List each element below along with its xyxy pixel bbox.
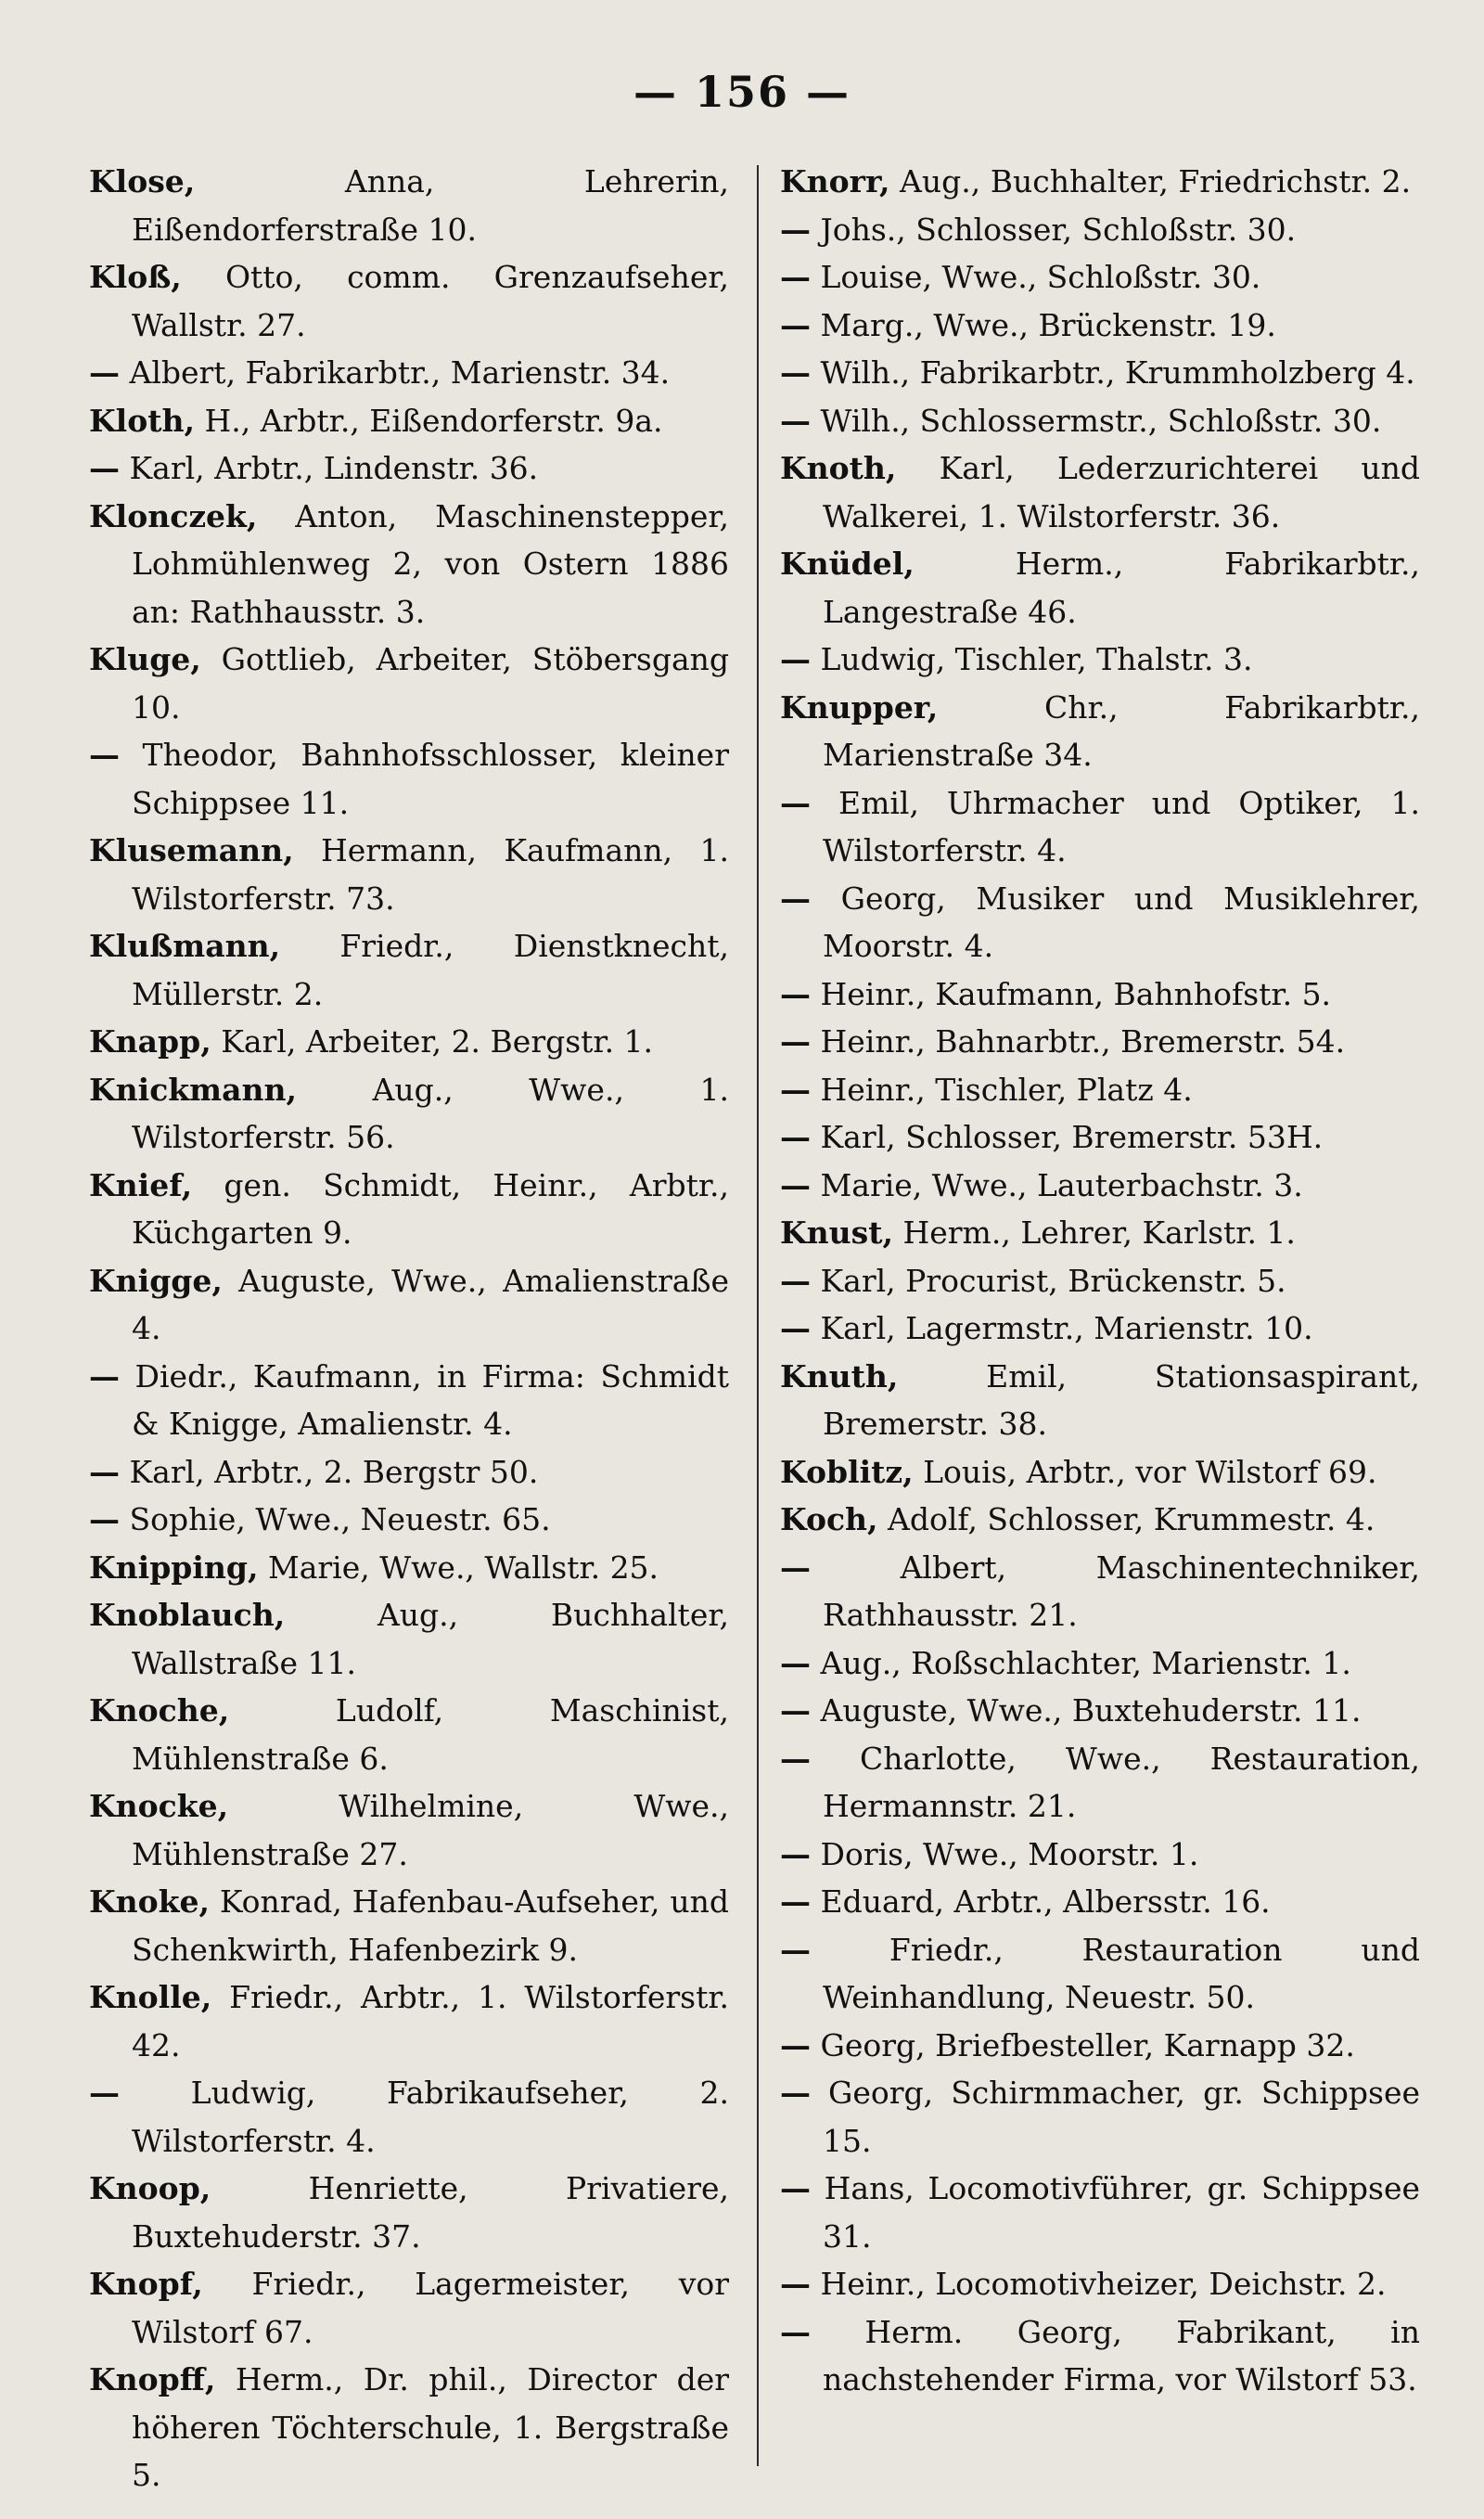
entry-details: Herm., Fabrikarbtr., Langestraße 46. [823,546,1420,630]
directory-entry [780,540,1420,636]
entry-name: — [780,2026,811,2063]
entry-details: Charlotte, Wwe., Restauration, Hermannstr. 21. [811,1740,1420,1824]
directory-entry [89,2260,729,2356]
right-column [780,158,1420,2404]
directory-entry [780,1735,1420,1831]
directory-entry [89,1162,729,1257]
entry-name: Koblitz, [780,1453,914,1490]
entry-name: — [89,737,120,773]
entry-details: Herm., Lehrer, Karlstr. 1. [892,1215,1296,1251]
entry-details: Heinr., Bahnarbtr., Bremerstr. 54. [811,1023,1346,1060]
entry-details: Karl, Schlosser, Bremerstr. 53H. [811,1119,1324,1155]
entry-details: Ludwig, Tischler, Thalstr. 3. [811,641,1253,677]
directory-entry [89,1496,729,1544]
entry-name: Knoblauch, [89,1597,286,1633]
entry-details: Wilh., Schlossermstr., Schloßstr. 30. [811,402,1382,439]
entry-details: Friedr., Lagermeister, vor Wilstorf 67. [132,2266,729,2350]
directory-entry [780,253,1420,302]
directory-entry [89,1448,729,1497]
directory-entry [89,493,729,636]
directory-entry [89,636,729,731]
entry-name: — [89,354,120,391]
directory-entry [780,1687,1420,1735]
entry-name: Klusemann, [89,832,294,868]
directory-entry [89,1687,729,1782]
entry-details: Wilhelmine, Wwe., Mühlenstraße 27. [132,1788,729,1872]
entry-name: — [780,1119,811,1155]
directory-entry [780,1496,1420,1544]
entry-name: Knoche, [89,1692,230,1729]
entry-name: — [780,402,811,439]
entry-name: — [89,1453,120,1490]
entry-name: — [780,1931,811,1968]
entry-details: Friedr., Restauration und Weinhandlung, Neuestr. 50. [811,1931,1420,2015]
directory-entry [780,636,1420,684]
entry-details: Diedr., Kaufmann, in Firma: Schmidt & Knigge, Amalienstr. 4. [120,1357,729,1442]
entry-details: Wilh., Fabrikarbtr., Krummholzberg 4. [811,354,1415,391]
directory-entry [780,1878,1420,1926]
directory-entry [89,2165,729,2260]
directory-entry [780,684,1420,779]
directory-entry [780,1162,1420,1210]
entry-name: — [780,1023,811,1060]
entry-details: Heinr., Kaufmann, Bahnhofstr. 5. [811,975,1332,1012]
directory-entry [89,827,729,922]
directory-entry [780,2022,1420,2070]
directory-entry [780,1257,1420,1305]
entry-details: Emil, Stationsaspirant, Bremerstr. 38. [823,1357,1420,1442]
entry-details: Aug., Buchhalter, Friedrichstr. 2. [889,163,1412,199]
entry-details: Louis, Arbtr., vor Wilstorf 69. [913,1453,1377,1490]
directory-entry [89,2356,729,2500]
directory-entry [780,1831,1420,1879]
entry-name: Knickmann, [89,1071,297,1108]
directory-entry [780,302,1420,350]
entry-details: Karl, Lederzurichterei und Walkerei, 1. Wilstorferstr. 36. [823,450,1420,534]
entry-name: Knoke, [89,1883,211,1920]
entry-details: Albert, Maschinentechniker, Rathhausstr. 21. [811,1549,1420,1633]
directory-entry [89,397,729,445]
directory-entry [780,206,1420,254]
entry-name: — [89,1501,120,1537]
entry-details: Karl, Procurist, Brückenstr. 5. [811,1262,1286,1299]
entry-name: Knopf, [89,2266,203,2302]
directory-entry [780,1639,1420,1688]
directory-entry [780,1209,1420,1257]
entry-name: — [780,1166,811,1203]
entry-details: Herm. Georg, Fabrikant, in nachstehender Firma, vor Wilstorf 53. [811,2313,1420,2397]
entry-name: Knuth, [780,1357,899,1394]
directory-entry [89,2069,729,2165]
entry-name: Knust, [780,1215,893,1251]
entry-name: — [780,2075,811,2111]
entry-name: — [780,2266,811,2302]
entry-details: Doris, Wwe., Moorstr. 1. [811,1835,1199,1872]
directory-entry [780,1544,1420,1639]
directory-entry [780,779,1420,875]
entry-details: Chr., Fabrikarbtr., Marienstraße 34. [823,688,1420,773]
entry-details: Karl, Arbtr., Lindenstr. 36. [120,450,539,486]
entry-name: — [780,641,811,677]
entry-details: Adolf, Schlosser, Krummestr. 4. [877,1501,1375,1537]
entry-details: Marie, Wwe., Wallstr. 25. [258,1549,659,1586]
entry-columns [89,158,1425,2493]
entry-name: — [780,1310,811,1346]
entry-details: Anton, Maschinenstepper, Lohmühlenweg 2, von Ostern 1886 an: Rathhausstr. 3. [132,497,729,630]
directory-entry [780,970,1420,1019]
entry-name: Klußmann, [89,928,281,964]
entry-name: Knocke, [89,1788,229,1824]
directory-entry [780,349,1420,397]
entry-details: Ludwig, Fabrikaufseher, 2. Wilstorferstr. 4. [120,2075,729,2159]
entry-name: Knapp, [89,1023,211,1060]
entry-details: Sophie, Wwe., Neuestr. 65. [120,1501,551,1537]
entry-name: Knief, [89,1166,193,1203]
entry-details: Anna, Lehrerin, Eißendorferstraße 10. [132,163,729,248]
entry-details: Marg., Wwe., Brückenstr. 19. [811,306,1276,343]
entry-name: Kloß, [89,259,182,295]
entry-details: Johs., Schlosser, Schloßstr. 30. [811,211,1297,248]
entry-details: Georg, Briefbesteller, Karnapp 32. [811,2026,1355,2063]
directory-entry [780,1353,1420,1448]
entry-details: Hermann, Kaufmann, 1. Wilstorferstr. 73. [132,832,729,917]
entry-details: Eduard, Arbtr., Albersstr. 16. [811,1883,1271,1920]
directory-entry [89,1782,729,1878]
directory-entry [89,731,729,827]
entry-name: — [780,1883,811,1920]
entry-name: Koch, [780,1501,878,1537]
entry-name: — [780,1644,811,1681]
entry-name: Knorr, [780,163,890,199]
entry-details: Aug., Roßschlachter, Marienstr. 1. [811,1644,1351,1681]
entry-name: Knoth, [780,450,897,486]
directory-entry [89,349,729,397]
entry-name: — [780,2170,811,2206]
entry-name: Knipping, [89,1549,259,1586]
directory-entry [780,1304,1420,1353]
directory-entry [89,1878,729,1973]
entry-details: Karl, Lagermstr., Marienstr. 10. [811,1310,1313,1346]
entry-details: Herm., Dr. phil., Director der höheren Töchterschule, 1. Bergstraße 5. [132,2361,729,2493]
entry-details: Henriette, Privatiere, Buxtehuderstr. 37. [132,2170,729,2255]
entry-name: Kloth, [89,402,195,439]
entry-details: Gottlieb, Arbeiter, Stöbersgang 10. [132,641,729,726]
column-divider [757,165,759,2466]
directory-entry [780,397,1420,445]
directory-entry [89,1257,729,1353]
entry-details: Marie, Wwe., Lauterbachstr. 3. [811,1166,1303,1203]
entry-details: Auguste, Wwe., Buxtehuderstr. 11. [811,1692,1362,1729]
entry-name: — [89,450,120,486]
entry-details: gen. Schmidt, Heinr., Arbtr., Küchgarten 9. [132,1166,729,1251]
directory-entry [89,1591,729,1687]
entry-details: Heinr., Locomotivheizer, Deichstr. 2. [811,2266,1387,2302]
entry-name: — [89,2075,120,2111]
entry-details: Aug., Wwe., 1. Wilstorferstr. 56. [132,1071,729,1155]
entry-name: Knupper, [780,688,939,726]
directory-entry [780,2165,1420,2260]
entry-name: Knoop, [89,2170,211,2206]
entry-name: Knüdel, [780,546,915,582]
page-number: — 156 — [633,67,851,117]
directory-entry [89,1353,729,1448]
entry-name: — [780,306,811,343]
entry-name: — [780,1071,811,1108]
directory-entry [89,1066,729,1162]
entry-details: Theodor, Bahnhofsschlosser, kleiner Schippsee 11. [120,737,729,821]
entry-details: Friedr., Arbtr., 1. Wilstorferstr. 42. [132,1979,729,2063]
entry-name: Klonczek, [89,497,258,534]
entry-name: — [780,211,811,248]
entry-details: Konrad, Hafenbau-Aufseher, und Schenkwirth, Hafenbezirk 9. [132,1883,729,1968]
entry-details: Albert, Fabrikarbtr., Marienstr. 34. [120,354,671,391]
directory-entry [780,2308,1420,2404]
directory-entry [780,2069,1420,2165]
entry-details: Louise, Wwe., Schloßstr. 30. [811,259,1261,295]
entry-details: Karl, Arbeiter, 2. Bergstr. 1. [211,1023,654,1060]
directory-entry [89,922,729,1018]
entry-details: Karl, Arbtr., 2. Bergstr 50. [120,1453,539,1490]
entry-name: — [780,975,811,1012]
entry-details: Ludolf, Maschinist, Mühlenstraße 6. [132,1692,729,1777]
left-column [89,158,729,2500]
directory-entry [89,1973,729,2069]
entry-name: — [780,1740,811,1777]
entry-details: Emil, Uhrmacher und Optiker, 1. Wilstorferstr. 4. [811,784,1420,868]
entry-name: — [780,1549,811,1586]
entry-details: Hans, Locomotivführer, gr. Schippsee 31. [811,2170,1420,2255]
entry-name: — [780,1262,811,1299]
entry-name: Knolle, [89,1979,212,2015]
entry-name: — [780,259,811,295]
entry-details: Friedr., Dienstknecht, Müllerstr. 2. [132,928,729,1012]
entry-name: — [780,1835,811,1872]
entry-name: — [89,1357,120,1394]
entry-details: Georg, Musiker und Musiklehrer, Moorstr. 4. [811,880,1420,964]
directory-entry [780,158,1420,206]
entry-details: Auguste, Wwe., Amalienstraße 4. [132,1262,729,1346]
directory-entry [780,875,1420,970]
directory-entry [89,1018,729,1066]
entry-details: H., Arbtr., Eißendorferstr. 9a. [194,402,663,439]
entry-name: Klose, [89,163,196,199]
entry-details: Georg, Schirmmacher, gr. Schippsee 15. [811,2075,1420,2159]
directory-entry [89,1544,729,1592]
entry-name: — [780,354,811,391]
directory-entry [780,1926,1420,2022]
directory-entry [780,1066,1420,1114]
entry-details: Otto, comm. Grenzaufseher, Wallstr. 27. [132,259,729,343]
directory-entry [780,1113,1420,1162]
entry-name: Kluge, [89,641,201,677]
entry-name: Knigge, [89,1262,223,1299]
directory-entry [89,253,729,349]
entry-name: Knopff, [89,2361,216,2397]
entry-name: — [780,1692,811,1729]
directory-entry [780,1018,1420,1066]
directory-entry [780,1448,1420,1497]
directory-entry [89,158,729,253]
directory-entry [780,444,1420,540]
entry-name: — [780,880,811,917]
entry-details: Aug., Buchhalter, Wallstraße 11. [132,1597,729,1681]
directory-entry [89,444,729,493]
entry-name: — [780,2313,811,2350]
entry-name: — [780,784,811,821]
entry-details: Heinr., Tischler, Platz 4. [811,1071,1193,1108]
directory-entry [780,2260,1420,2308]
